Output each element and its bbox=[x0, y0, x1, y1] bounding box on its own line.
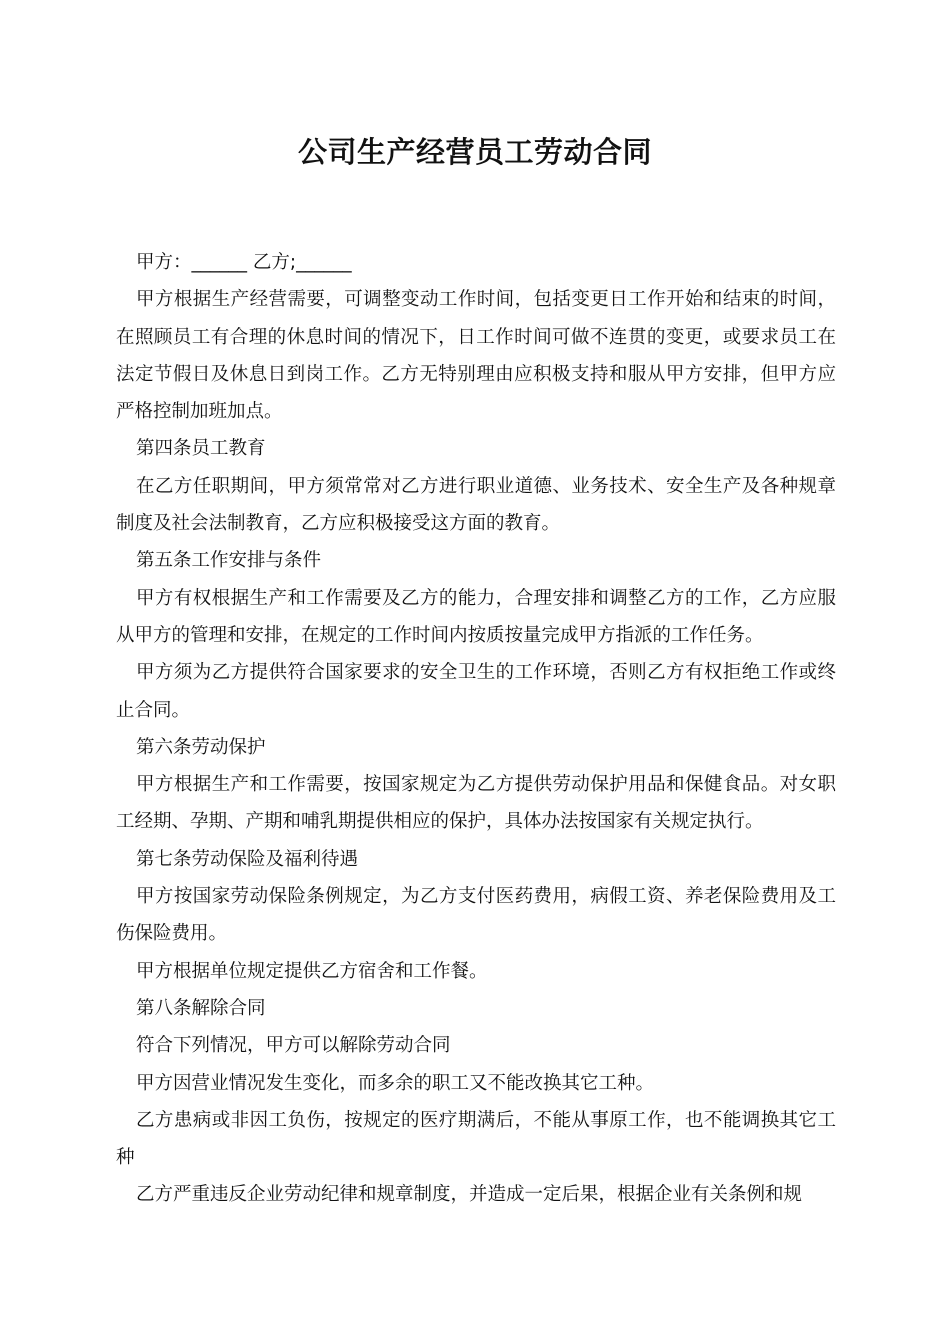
paragraph: 甲方根据生产经营需要，可调整变动工作时间，包括变更日工作开始和结束的时间，在照顾员工有合理的休息时间的情况下，日工作时间可做不连贯的变更，或要求员工在法定节假日及休息日到岗工作。乙方无特别理由应积极支持和服从甲方安排，但甲方应严格控制加班加点。 bbox=[116, 289, 836, 423]
article-heading: 第四条员工教育 bbox=[136, 438, 266, 460]
document-body bbox=[116, 244, 836, 1214]
paragraph: 甲方有权根据生产和工作需要及乙方的能力，合理安排和调整乙方的工作，乙方应服从甲方的管理和安排，在规定的工作时间内按质按量完成甲方指派的工作任务。 bbox=[116, 587, 836, 646]
paragraph: 甲方因营业情况发生变化，而多余的职工又不能改换其它工种。 bbox=[136, 1072, 655, 1094]
document-title: 公司生产经营员工劳动合同 bbox=[297, 135, 652, 169]
paragraph: 在乙方任职期间，甲方须常常对乙方进行职业道德、业务技术、安全生产及各种规章制度及社会法制教育，乙方应积极接受这方面的教育。 bbox=[116, 475, 836, 535]
paragraph: 甲方须为乙方提供符合国家要求的安全卫生的工作环境，否则乙方有权拒绝工作或终止合同。 bbox=[116, 662, 836, 721]
paragraph: 乙方严重违反企业劳动纪律和规章制度，并造成一定后果，根据企业有关条例和规 bbox=[136, 1184, 803, 1206]
paragraph: 甲方按国家劳动保险条例规定，为乙方支付医药费用，病假工资、养老保险费用及工伤保险费用。 bbox=[116, 886, 836, 945]
paragraph: 甲方根据生产和工作需要，按国家规定为乙方提供劳动保护用品和保健食品。对女职工经期、孕期、产期和哺乳期提供相应的保护，具体办法按国家有关规定执行。 bbox=[116, 774, 836, 833]
paragraph: 乙方患病或非因工负伤，按规定的医疗期满后，不能从事原工作，也不能调换其它工种 bbox=[116, 1109, 836, 1169]
paragraph: 符合下列情况，甲方可以解除劳动合同 bbox=[136, 1035, 451, 1057]
party-line: 甲方：______ 乙方;______ bbox=[136, 252, 352, 273]
article-heading: 第六条劳动保护 bbox=[136, 736, 266, 758]
article-heading: 第八条解除合同 bbox=[136, 997, 266, 1019]
article-heading: 第七条劳动保险及福利待遇 bbox=[136, 848, 359, 870]
paragraph: 甲方根据单位规定提供乙方宿舍和工作餐。 bbox=[136, 960, 488, 982]
article-heading: 第五条工作安排与条件 bbox=[136, 550, 322, 572]
